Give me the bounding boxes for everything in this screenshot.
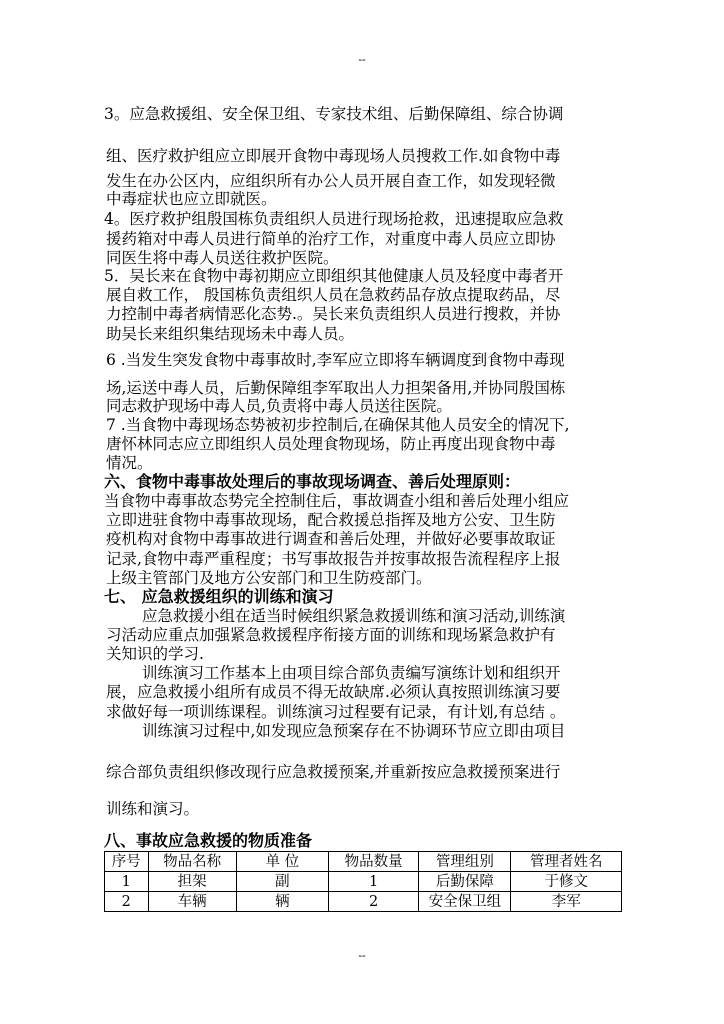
item4-line: 4。医疗救护组殷国栋负责组织人员进行现场抢救，迅速提取应急救 (104, 210, 564, 228)
table-cell: 1 (329, 872, 419, 892)
section7-para3-line: 训练和演习。 (106, 800, 200, 818)
section6-line: 记录,食物中毒严重程度；书写事故报告并按事故报告流程程序上报 (106, 550, 561, 568)
section6-line: 上级主管部门及地方公安部门和卫生防疫部门。 (106, 569, 432, 587)
table-header-cell: 管理者姓名 (511, 852, 622, 872)
item7-line: 情况。 (106, 454, 153, 472)
table-cell: 辆 (236, 892, 328, 912)
section7-para1-line: 应急救援小组在适当时候组织紧急救援训练和演习活动,训练演 (142, 607, 566, 625)
materials-table (104, 851, 622, 912)
table-cell: 安全保卫组 (419, 892, 511, 912)
table-cell: 1 (105, 872, 149, 892)
section6-title: 六、食物中毒事故处理后的事故现场调查、善后处理原则： (104, 472, 521, 491)
item5-line: 5．吴长来在食物中毒初期应立即组织其他健康人员及轻度中毒者开 (104, 267, 564, 285)
table-header-row (105, 852, 622, 872)
item7-line: 唐怀林同志应立即组织人员处理食物现场，防止再度出现食物中毒 (106, 435, 556, 453)
item6-line: 同志救护现场中毒人员,负责将中毒人员送往医院。 (106, 397, 452, 415)
table-cell: 2 (105, 892, 149, 912)
section8-title: 八、事故应急救援的物质准备 (104, 831, 313, 850)
table-header-cell: 物品名称 (148, 852, 236, 872)
table-cell: 于修文 (511, 872, 622, 892)
table-header-cell: 单 位 (236, 852, 328, 872)
table-cell: 担架 (148, 872, 236, 892)
item3-line: 组、医疗救护组应立即展开食物中毒现场人员搜救工作.如食物中毒 (106, 147, 561, 165)
section7-para2-line: 训练演习工作基本上由项目综合部负责编写演练计划和组织开 (142, 664, 561, 682)
table-row (105, 892, 622, 912)
table-header-cell: 序号 (105, 852, 149, 872)
section7-para1-line: 关知识的学习. (106, 645, 204, 663)
section7-para1-line: 习活动应重点加强紧急救援程序衔接方面的训练和现场紧急救护有 (106, 626, 556, 644)
item4-line: 援药箱对中毒人员进行简单的治疗工作，对重度中毒人员应立即协 (106, 230, 556, 248)
table-header-cell: 物品数量 (329, 852, 419, 872)
section7-para2-line: 展，应急救援小组所有成员不得无故缺席.必须认真按照训练演习要 (106, 683, 561, 701)
table-row (105, 872, 622, 892)
table-cell: 车辆 (148, 892, 236, 912)
item5-line: 助吴长来组织集结现场未中毒人员。 (106, 325, 355, 343)
section7-title: 七、 应急救援组织的训练和演习 (104, 587, 334, 606)
table-cell: 李军 (511, 892, 622, 912)
page-footer-marker: -- (358, 950, 366, 962)
section6-line: 立即进驻食物中毒事故现场，配合救援总指挥及地方公安、卫生防 (106, 511, 556, 529)
item5-line: 展自救工作， 殷国栋负责组织人员在急救药品存放点提取药品，尽 (106, 286, 561, 304)
section7-para3-line: 训练演习过程中,如发现应急预案存在不协调环节应立即由项目 (142, 722, 566, 740)
item6-line: 6 .当发生突发食物中毒事故时,李军应立即将车辆调度到食物中毒现 (106, 351, 565, 369)
table-cell: 2 (329, 892, 419, 912)
item4-line: 同医生将中毒人员送往救护医院。 (106, 249, 339, 267)
item3-line: 发生在办公区内，应组织所有办公人员开展自查工作，如发现轻微 (106, 172, 556, 190)
section6-line: 当食物中毒事故态势完全控制住后，事故调查小组和善后处理小组应 (104, 492, 570, 510)
item3-line: 3。应急救援组、安全保卫组、专家技术组、后勤保障组、综合协调 (104, 105, 564, 123)
table-cell: 后勤保障 (419, 872, 511, 892)
item3-line: 中毒症状也应立即就医。 (106, 190, 277, 208)
section7-para3-line: 综合部负责组织修改现行应急救援预案,并重新按应急救援预案进行 (106, 763, 561, 781)
section7-para2-line: 求做好每一项训练课程。训练演习过程要有记录，有计划,有总结 。 (106, 703, 566, 721)
item6-line: 场,运送中毒人员，后勤保障组李军取出人力担架备用,并协同殷国栋 (106, 379, 566, 397)
page-header-marker: -- (358, 54, 366, 66)
item5-line: 力控制中毒者病情恶化态势.。吴长来负责组织人员进行搜救，并协 (106, 305, 561, 323)
item7-line: 7 .当食物中毒现场态势被初步控制后,在确保其他人员安全的情况下, (106, 416, 570, 434)
section6-line: 疫机构对食物中毒事故进行调查和善后处理，并做好必要事故取证 (106, 530, 556, 548)
table-header-cell: 管理组别 (419, 852, 511, 872)
table-cell: 副 (236, 872, 328, 892)
